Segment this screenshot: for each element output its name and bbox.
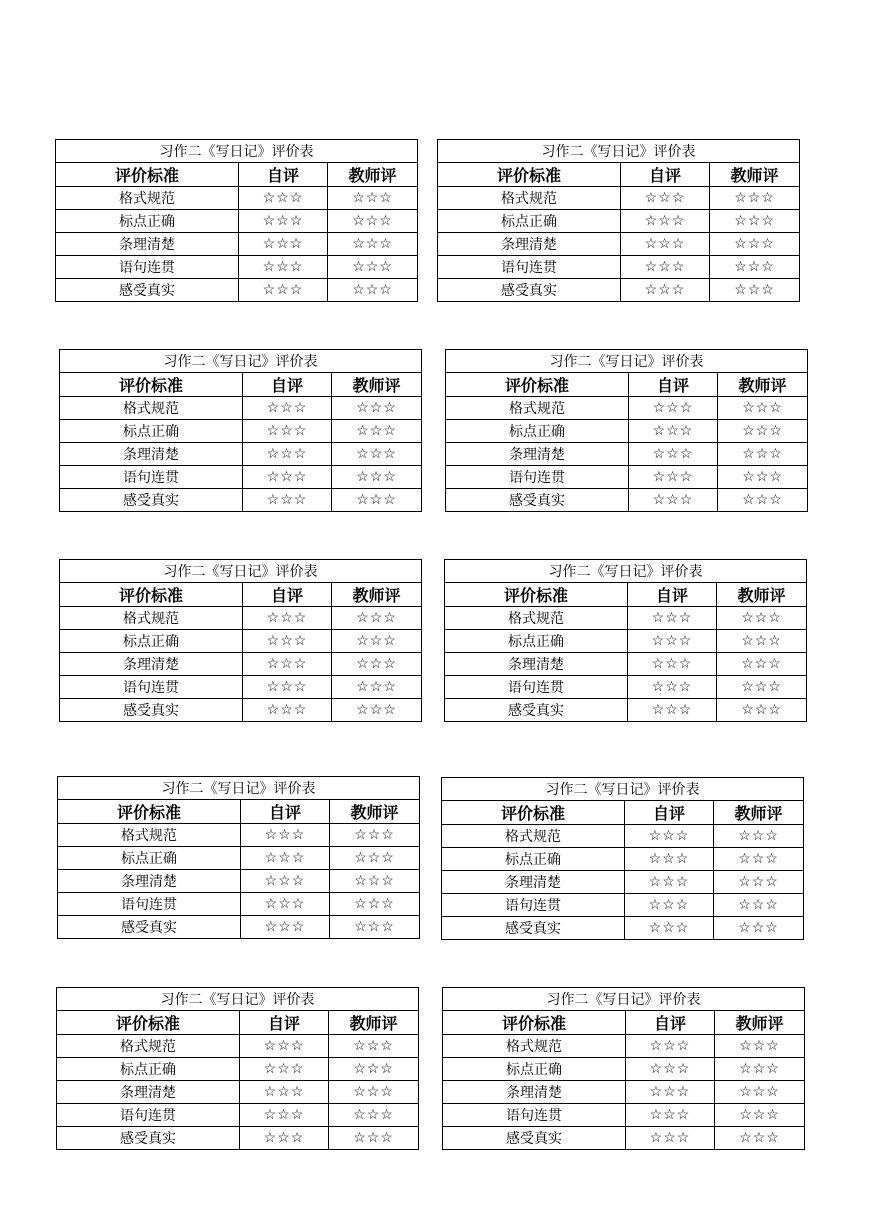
table-row [442, 871, 804, 894]
header-teacher-eval: 教师评 [328, 163, 418, 187]
teacher-rating-stars: ☆☆☆ [328, 279, 418, 302]
criterion-cell: 标点正确 [443, 1058, 626, 1081]
table-row [442, 917, 804, 940]
teacher-rating-stars: ☆☆☆ [329, 1035, 419, 1058]
table-row [57, 1058, 419, 1081]
header-criterion: 评价标准 [443, 1011, 626, 1035]
table-header-row [445, 583, 807, 607]
self-rating-stars: ☆☆☆ [239, 233, 328, 256]
table-title-row [446, 350, 808, 373]
criterion-cell: 语句连贯 [58, 893, 241, 916]
header-teacher-eval: 教师评 [718, 373, 808, 397]
header-criterion: 评价标准 [442, 801, 625, 825]
criterion-cell: 语句连贯 [56, 256, 239, 279]
table-row [438, 256, 800, 279]
header-self-eval: 自评 [243, 583, 332, 607]
teacher-rating-stars: ☆☆☆ [332, 397, 422, 420]
criterion-cell: 标点正确 [56, 210, 239, 233]
teacher-rating-stars: ☆☆☆ [710, 256, 800, 279]
table-header-row [438, 163, 800, 187]
criterion-cell: 条理清楚 [60, 443, 243, 466]
table-header-row [57, 1011, 419, 1035]
criterion-cell: 条理清楚 [442, 871, 625, 894]
header-teacher-eval: 教师评 [332, 583, 422, 607]
header-teacher-eval: 教师评 [332, 373, 422, 397]
self-rating-stars: ☆☆☆ [243, 489, 332, 512]
table-row [57, 1104, 419, 1127]
criterion-cell: 语句连贯 [57, 1104, 240, 1127]
teacher-rating-stars: ☆☆☆ [330, 916, 420, 939]
table-row [445, 676, 807, 699]
table-header-row [56, 163, 418, 187]
self-rating-stars: ☆☆☆ [621, 187, 710, 210]
self-rating-stars: ☆☆☆ [625, 894, 714, 917]
table-title-row [58, 777, 420, 800]
header-criterion: 评价标准 [60, 583, 243, 607]
teacher-rating-stars: ☆☆☆ [332, 653, 422, 676]
teacher-rating-stars: ☆☆☆ [330, 824, 420, 847]
self-rating-stars: ☆☆☆ [626, 1127, 715, 1150]
teacher-rating-stars: ☆☆☆ [710, 279, 800, 302]
evaluation-table-1 [55, 139, 418, 302]
table-row [56, 187, 418, 210]
table-title-row [442, 778, 804, 801]
table-row [442, 894, 804, 917]
table-row [58, 847, 420, 870]
table-title: 习作二《写日记》评价表 [443, 988, 805, 1011]
teacher-rating-stars: ☆☆☆ [715, 1104, 805, 1127]
teacher-rating-stars: ☆☆☆ [714, 894, 804, 917]
evaluation-table-10 [442, 987, 805, 1150]
header-self-eval: 自评 [626, 1011, 715, 1035]
self-rating-stars: ☆☆☆ [240, 1058, 329, 1081]
criterion-cell: 语句连贯 [438, 256, 621, 279]
self-rating-stars: ☆☆☆ [243, 466, 332, 489]
table-row [60, 443, 422, 466]
criterion-cell: 格式规范 [446, 397, 629, 420]
self-rating-stars: ☆☆☆ [625, 825, 714, 848]
self-rating-stars: ☆☆☆ [241, 824, 330, 847]
evaluation-table-9 [56, 987, 419, 1150]
table-title-row [445, 560, 807, 583]
table-row [60, 699, 422, 722]
teacher-rating-stars: ☆☆☆ [328, 256, 418, 279]
self-rating-stars: ☆☆☆ [626, 1081, 715, 1104]
table-row [446, 443, 808, 466]
criterion-cell: 格式规范 [60, 397, 243, 420]
teacher-rating-stars: ☆☆☆ [328, 187, 418, 210]
table-row [443, 1058, 805, 1081]
teacher-rating-stars: ☆☆☆ [718, 443, 808, 466]
criterion-cell: 标点正确 [438, 210, 621, 233]
table-title-row [438, 140, 800, 163]
teacher-rating-stars: ☆☆☆ [332, 699, 422, 722]
evaluation-table-6 [444, 559, 807, 722]
criterion-cell: 条理清楚 [443, 1081, 626, 1104]
table-row [446, 420, 808, 443]
self-rating-stars: ☆☆☆ [240, 1104, 329, 1127]
self-rating-stars: ☆☆☆ [240, 1127, 329, 1150]
evaluation-table-4 [445, 349, 808, 512]
self-rating-stars: ☆☆☆ [628, 699, 717, 722]
criterion-cell: 条理清楚 [438, 233, 621, 256]
teacher-rating-stars: ☆☆☆ [715, 1127, 805, 1150]
self-rating-stars: ☆☆☆ [243, 420, 332, 443]
table-row [443, 1081, 805, 1104]
header-teacher-eval: 教师评 [717, 583, 807, 607]
teacher-rating-stars: ☆☆☆ [710, 187, 800, 210]
table-title: 习作二《写日记》评价表 [60, 350, 422, 373]
criterion-cell: 感受真实 [60, 489, 243, 512]
header-teacher-eval: 教师评 [715, 1011, 805, 1035]
header-self-eval: 自评 [243, 373, 332, 397]
self-rating-stars: ☆☆☆ [241, 847, 330, 870]
self-rating-stars: ☆☆☆ [243, 630, 332, 653]
self-rating-stars: ☆☆☆ [625, 848, 714, 871]
table-header-row [60, 583, 422, 607]
teacher-rating-stars: ☆☆☆ [332, 420, 422, 443]
header-teacher-eval: 教师评 [714, 801, 804, 825]
criterion-cell: 格式规范 [58, 824, 241, 847]
self-rating-stars: ☆☆☆ [628, 653, 717, 676]
evaluation-table-7 [57, 776, 420, 939]
criterion-cell: 感受真实 [58, 916, 241, 939]
criterion-cell: 格式规范 [56, 187, 239, 210]
criterion-cell: 感受真实 [442, 917, 625, 940]
criterion-cell: 感受真实 [438, 279, 621, 302]
teacher-rating-stars: ☆☆☆ [330, 893, 420, 916]
teacher-rating-stars: ☆☆☆ [330, 847, 420, 870]
header-criterion: 评价标准 [60, 373, 243, 397]
teacher-rating-stars: ☆☆☆ [332, 607, 422, 630]
table-row [56, 210, 418, 233]
criterion-cell: 条理清楚 [56, 233, 239, 256]
table-title: 习作二《写日记》评价表 [442, 778, 804, 801]
teacher-rating-stars: ☆☆☆ [328, 233, 418, 256]
table-row [445, 630, 807, 653]
criterion-cell: 标点正确 [446, 420, 629, 443]
criterion-cell: 标点正确 [60, 420, 243, 443]
criterion-cell: 条理清楚 [445, 653, 628, 676]
table-title-row [60, 560, 422, 583]
criterion-cell: 语句连贯 [443, 1104, 626, 1127]
teacher-rating-stars: ☆☆☆ [332, 443, 422, 466]
table-row [58, 870, 420, 893]
table-row [442, 825, 804, 848]
criterion-cell: 格式规范 [57, 1035, 240, 1058]
teacher-rating-stars: ☆☆☆ [328, 210, 418, 233]
table-row [443, 1104, 805, 1127]
self-rating-stars: ☆☆☆ [621, 279, 710, 302]
table-row [60, 676, 422, 699]
table-title: 习作二《写日记》评价表 [58, 777, 420, 800]
criterion-cell: 条理清楚 [57, 1081, 240, 1104]
teacher-rating-stars: ☆☆☆ [718, 420, 808, 443]
header-self-eval: 自评 [629, 373, 718, 397]
teacher-rating-stars: ☆☆☆ [717, 607, 807, 630]
teacher-rating-stars: ☆☆☆ [332, 676, 422, 699]
criterion-cell: 标点正确 [445, 630, 628, 653]
self-rating-stars: ☆☆☆ [626, 1058, 715, 1081]
teacher-rating-stars: ☆☆☆ [714, 848, 804, 871]
table-row [438, 210, 800, 233]
table-row [446, 489, 808, 512]
table-row [56, 233, 418, 256]
teacher-rating-stars: ☆☆☆ [717, 699, 807, 722]
header-self-eval: 自评 [625, 801, 714, 825]
self-rating-stars: ☆☆☆ [239, 210, 328, 233]
criterion-cell: 格式规范 [442, 825, 625, 848]
criterion-cell: 语句连贯 [445, 676, 628, 699]
criterion-cell: 感受真实 [446, 489, 629, 512]
header-self-eval: 自评 [239, 163, 328, 187]
table-title: 习作二《写日记》评价表 [56, 140, 418, 163]
table-header-row [442, 801, 804, 825]
table-row [58, 824, 420, 847]
teacher-rating-stars: ☆☆☆ [329, 1081, 419, 1104]
self-rating-stars: ☆☆☆ [629, 443, 718, 466]
header-criterion: 评价标准 [57, 1011, 240, 1035]
teacher-rating-stars: ☆☆☆ [717, 630, 807, 653]
criterion-cell: 语句连贯 [446, 466, 629, 489]
criterion-cell: 格式规范 [438, 187, 621, 210]
table-title-row [443, 988, 805, 1011]
table-row [438, 279, 800, 302]
table-row [445, 607, 807, 630]
header-criterion: 评价标准 [58, 800, 241, 824]
table-header-row [446, 373, 808, 397]
table-title: 习作二《写日记》评价表 [445, 560, 807, 583]
teacher-rating-stars: ☆☆☆ [714, 917, 804, 940]
criterion-cell: 条理清楚 [446, 443, 629, 466]
header-criterion: 评价标准 [438, 163, 621, 187]
table-row [57, 1081, 419, 1104]
criterion-cell: 语句连贯 [442, 894, 625, 917]
self-rating-stars: ☆☆☆ [629, 466, 718, 489]
table-row [60, 653, 422, 676]
header-self-eval: 自评 [628, 583, 717, 607]
self-rating-stars: ☆☆☆ [243, 699, 332, 722]
criterion-cell: 标点正确 [57, 1058, 240, 1081]
self-rating-stars: ☆☆☆ [243, 443, 332, 466]
evaluation-table-5 [59, 559, 422, 722]
table-row [58, 893, 420, 916]
teacher-rating-stars: ☆☆☆ [710, 233, 800, 256]
table-row [446, 397, 808, 420]
teacher-rating-stars: ☆☆☆ [329, 1104, 419, 1127]
table-row [443, 1127, 805, 1150]
table-title: 习作二《写日记》评价表 [438, 140, 800, 163]
teacher-rating-stars: ☆☆☆ [714, 871, 804, 894]
self-rating-stars: ☆☆☆ [240, 1081, 329, 1104]
table-title-row [60, 350, 422, 373]
table-row [60, 489, 422, 512]
table-row [445, 653, 807, 676]
table-row [60, 630, 422, 653]
teacher-rating-stars: ☆☆☆ [717, 676, 807, 699]
teacher-rating-stars: ☆☆☆ [718, 489, 808, 512]
table-header-row [58, 800, 420, 824]
self-rating-stars: ☆☆☆ [629, 420, 718, 443]
self-rating-stars: ☆☆☆ [628, 676, 717, 699]
criterion-cell: 感受真实 [445, 699, 628, 722]
criterion-cell: 标点正确 [58, 847, 241, 870]
self-rating-stars: ☆☆☆ [625, 917, 714, 940]
criterion-cell: 语句连贯 [60, 466, 243, 489]
criterion-cell: 格式规范 [443, 1035, 626, 1058]
criterion-cell: 感受真实 [57, 1127, 240, 1150]
self-rating-stars: ☆☆☆ [628, 607, 717, 630]
evaluation-table-3 [59, 349, 422, 512]
table-row [442, 848, 804, 871]
table-title-row [57, 988, 419, 1011]
header-self-eval: 自评 [240, 1011, 329, 1035]
self-rating-stars: ☆☆☆ [241, 893, 330, 916]
table-title: 习作二《写日记》评价表 [60, 560, 422, 583]
teacher-rating-stars: ☆☆☆ [332, 466, 422, 489]
table-row [60, 397, 422, 420]
self-rating-stars: ☆☆☆ [626, 1035, 715, 1058]
self-rating-stars: ☆☆☆ [240, 1035, 329, 1058]
table-row [446, 466, 808, 489]
criterion-cell: 格式规范 [60, 607, 243, 630]
self-rating-stars: ☆☆☆ [241, 916, 330, 939]
table-row [438, 187, 800, 210]
header-teacher-eval: 教师评 [710, 163, 800, 187]
teacher-rating-stars: ☆☆☆ [710, 210, 800, 233]
table-row [60, 466, 422, 489]
self-rating-stars: ☆☆☆ [239, 256, 328, 279]
self-rating-stars: ☆☆☆ [239, 279, 328, 302]
self-rating-stars: ☆☆☆ [628, 630, 717, 653]
table-row [58, 916, 420, 939]
evaluation-table-2 [437, 139, 800, 302]
table-row [445, 699, 807, 722]
self-rating-stars: ☆☆☆ [243, 653, 332, 676]
teacher-rating-stars: ☆☆☆ [332, 489, 422, 512]
criterion-cell: 标点正确 [442, 848, 625, 871]
criterion-cell: 语句连贯 [60, 676, 243, 699]
teacher-rating-stars: ☆☆☆ [715, 1058, 805, 1081]
self-rating-stars: ☆☆☆ [243, 397, 332, 420]
teacher-rating-stars: ☆☆☆ [714, 825, 804, 848]
header-criterion: 评价标准 [56, 163, 239, 187]
criterion-cell: 条理清楚 [60, 653, 243, 676]
header-criterion: 评价标准 [445, 583, 628, 607]
teacher-rating-stars: ☆☆☆ [718, 397, 808, 420]
criterion-cell: 感受真实 [60, 699, 243, 722]
teacher-rating-stars: ☆☆☆ [715, 1035, 805, 1058]
teacher-rating-stars: ☆☆☆ [330, 870, 420, 893]
self-rating-stars: ☆☆☆ [621, 233, 710, 256]
self-rating-stars: ☆☆☆ [629, 489, 718, 512]
table-header-row [60, 373, 422, 397]
teacher-rating-stars: ☆☆☆ [329, 1058, 419, 1081]
teacher-rating-stars: ☆☆☆ [332, 630, 422, 653]
table-title: 习作二《写日记》评价表 [57, 988, 419, 1011]
teacher-rating-stars: ☆☆☆ [718, 466, 808, 489]
header-teacher-eval: 教师评 [330, 800, 420, 824]
table-row [56, 256, 418, 279]
table-row [56, 279, 418, 302]
self-rating-stars: ☆☆☆ [241, 870, 330, 893]
header-teacher-eval: 教师评 [329, 1011, 419, 1035]
criterion-cell: 标点正确 [60, 630, 243, 653]
self-rating-stars: ☆☆☆ [239, 187, 328, 210]
criterion-cell: 感受真实 [443, 1127, 626, 1150]
header-self-eval: 自评 [241, 800, 330, 824]
table-row [443, 1035, 805, 1058]
self-rating-stars: ☆☆☆ [243, 607, 332, 630]
table-row [60, 420, 422, 443]
table-row [438, 233, 800, 256]
self-rating-stars: ☆☆☆ [621, 210, 710, 233]
table-title: 习作二《写日记》评价表 [446, 350, 808, 373]
self-rating-stars: ☆☆☆ [629, 397, 718, 420]
evaluation-table-8 [441, 777, 804, 940]
table-row [57, 1035, 419, 1058]
header-self-eval: 自评 [621, 163, 710, 187]
criterion-cell: 条理清楚 [58, 870, 241, 893]
self-rating-stars: ☆☆☆ [626, 1104, 715, 1127]
table-title-row [56, 140, 418, 163]
table-row [57, 1127, 419, 1150]
self-rating-stars: ☆☆☆ [621, 256, 710, 279]
criterion-cell: 感受真实 [56, 279, 239, 302]
table-header-row [443, 1011, 805, 1035]
self-rating-stars: ☆☆☆ [625, 871, 714, 894]
teacher-rating-stars: ☆☆☆ [717, 653, 807, 676]
criterion-cell: 格式规范 [445, 607, 628, 630]
self-rating-stars: ☆☆☆ [243, 676, 332, 699]
header-criterion: 评价标准 [446, 373, 629, 397]
teacher-rating-stars: ☆☆☆ [329, 1127, 419, 1150]
teacher-rating-stars: ☆☆☆ [715, 1081, 805, 1104]
table-row [60, 607, 422, 630]
